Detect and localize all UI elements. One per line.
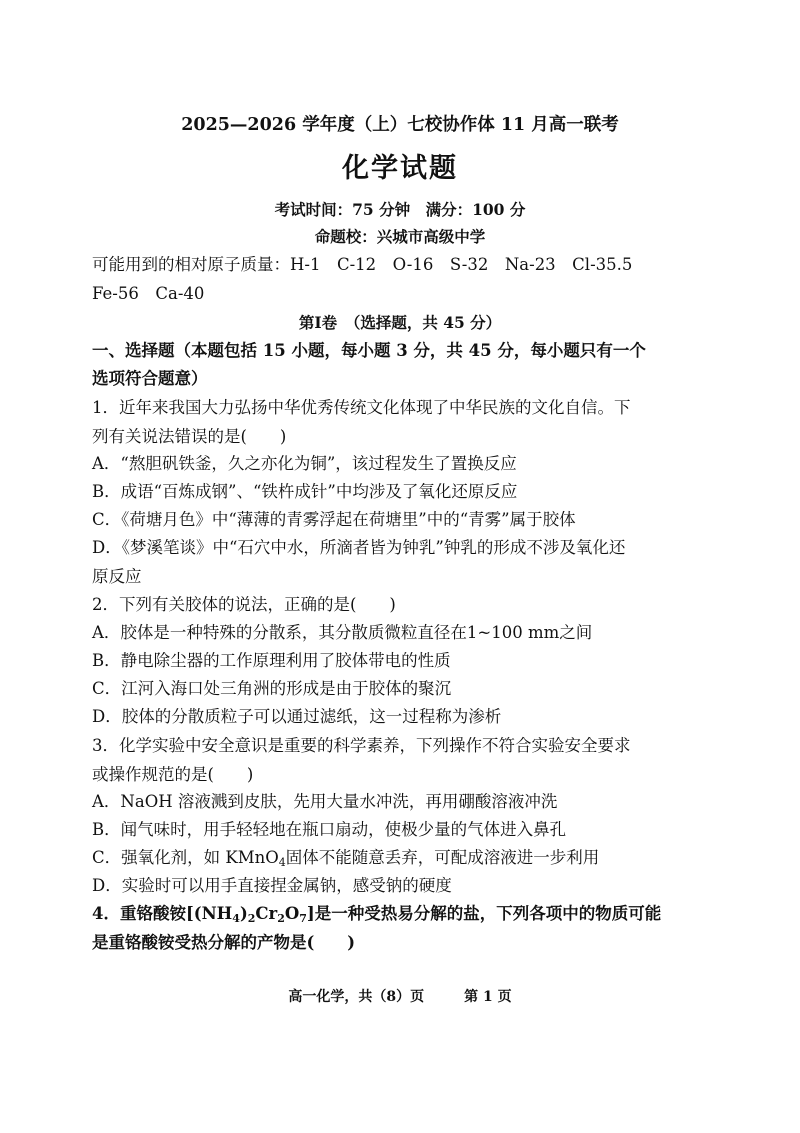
q2-option-a: A．胶体是一种特殊的分散系，其分散质微粒直径在1~100 mm之间 (92, 623, 593, 642)
q2-option-b: B．静电除尘器的工作原理利用了胶体带电的性质 (92, 651, 451, 670)
q3-option-b: B．闻气味时，用手轻轻地在瓶口扇动，使极少量的气体进入鼻孔 (92, 820, 567, 839)
q1-option-a: A．“熬胆矾铁釜，久之亦化为铜”，该过程发生了置换反应 (92, 454, 517, 473)
q4-subscript-1: 4 (232, 912, 240, 925)
q1-stem-line-2: 列有关说法错误的是( ) (92, 427, 287, 446)
footer-page-number: 第 1 页 (464, 989, 512, 1005)
q3-option-c-text-post: 固体不能随意丢弃，可配成溶液进一步利用 (285, 848, 600, 867)
q3-option-d: D．实验时可以用手直接捏金属钠，感受钠的硬度 (92, 876, 452, 895)
q1-option-b: B．成语“百炼成钢”、“铁杵成针”中均涉及了氧化还原反应 (92, 482, 518, 501)
q3-option-c-subscript: 4 (278, 856, 286, 869)
q3-option-c-text-pre: C．强氧化剂，如 KMnO (92, 848, 279, 867)
section-instructions-line-1: 一、选择题（本题包括 15 小题，每小题 3 分，共 45 分，每小题只有一个 (92, 341, 646, 360)
q3-stem-line-2: 或操作规范的是( ) (92, 765, 254, 784)
q4-subscript-3: 2 (277, 912, 285, 925)
q3-option-a: A．NaOH 溶液溅到皮肤，先用大量水冲洗，再用硼酸溶液冲洗 (92, 792, 558, 811)
q2-option-c: C．江河入海口处三角洲的形成是由于胶体的聚沉 (92, 679, 452, 698)
q3-option-c (92, 847, 599, 874)
atomic-mass-line-2: Fe-56 Ca-40 (92, 284, 205, 303)
document-title: 化学试题 (342, 153, 458, 184)
q4-text-mid-2: Cr (255, 904, 278, 923)
exam-school: 命题校：兴城市高级中学 (314, 227, 486, 246)
q1-stem-line-1: 1．近年来我国大力弘扬中华优秀传统文化体现了中华民族的文化自信。下 (92, 398, 631, 417)
q4-subscript-2: 2 (247, 912, 256, 925)
q4-stem-line-2: 是重铬酸铵受热分解的产物是( ) (92, 933, 356, 952)
part1-title: 第Ⅰ卷 （选择题，共 45 分） (298, 313, 502, 332)
section-instructions-line-2: 选项符合题意） (92, 369, 208, 388)
exam-info: 考试时间：75 分钟 满分：100 分 (274, 200, 526, 219)
q2-stem: 2．下列有关胶体的说法，正确的是( ) (92, 595, 396, 614)
exam-header-title: 2025—2026 学年度（上）七校协作体 11 月高一联考 (181, 115, 619, 135)
q4-text-mid-1: ) (239, 904, 248, 923)
q4-stem-line-1 (92, 903, 661, 930)
q2-option-d: D．胶体的分散质粒子可以通过滤纸，这一过程称为渗析 (92, 707, 502, 726)
q4-subscript-4: 7 (299, 912, 307, 925)
q4-text-pre: 4．重铬酸铵[(NH (92, 904, 233, 923)
q1-option-c: C．《荷塘月色》中“薄薄的青雾浮起在荷塘里”中的“青雾”属于胶体 (92, 510, 576, 529)
q4-text-post: ]是一种受热易分解的盐，下列各项中的物质可能 (306, 904, 662, 923)
footer-total-pages: 高一化学，共（8）页 (288, 989, 425, 1005)
atomic-mass-line-1: 可能用到的相对原子质量：H-1 C-12 O-16 S-32 Na-23 Cl-35.5 (92, 255, 633, 274)
page-footer (0, 986, 800, 1008)
q1-option-d-line-1: D．《梦溪笔谈》中“石穴中水，所滴者皆为钟乳”钟乳的形成不涉及氧化还 (92, 538, 626, 557)
q4-text-mid-3: O (284, 904, 300, 923)
q1-option-d-line-2: 原反应 (92, 567, 142, 586)
q3-stem-line-1: 3．化学实验中安全意识是重要的科学素养，下列操作不符合实验安全要求 (92, 736, 631, 755)
